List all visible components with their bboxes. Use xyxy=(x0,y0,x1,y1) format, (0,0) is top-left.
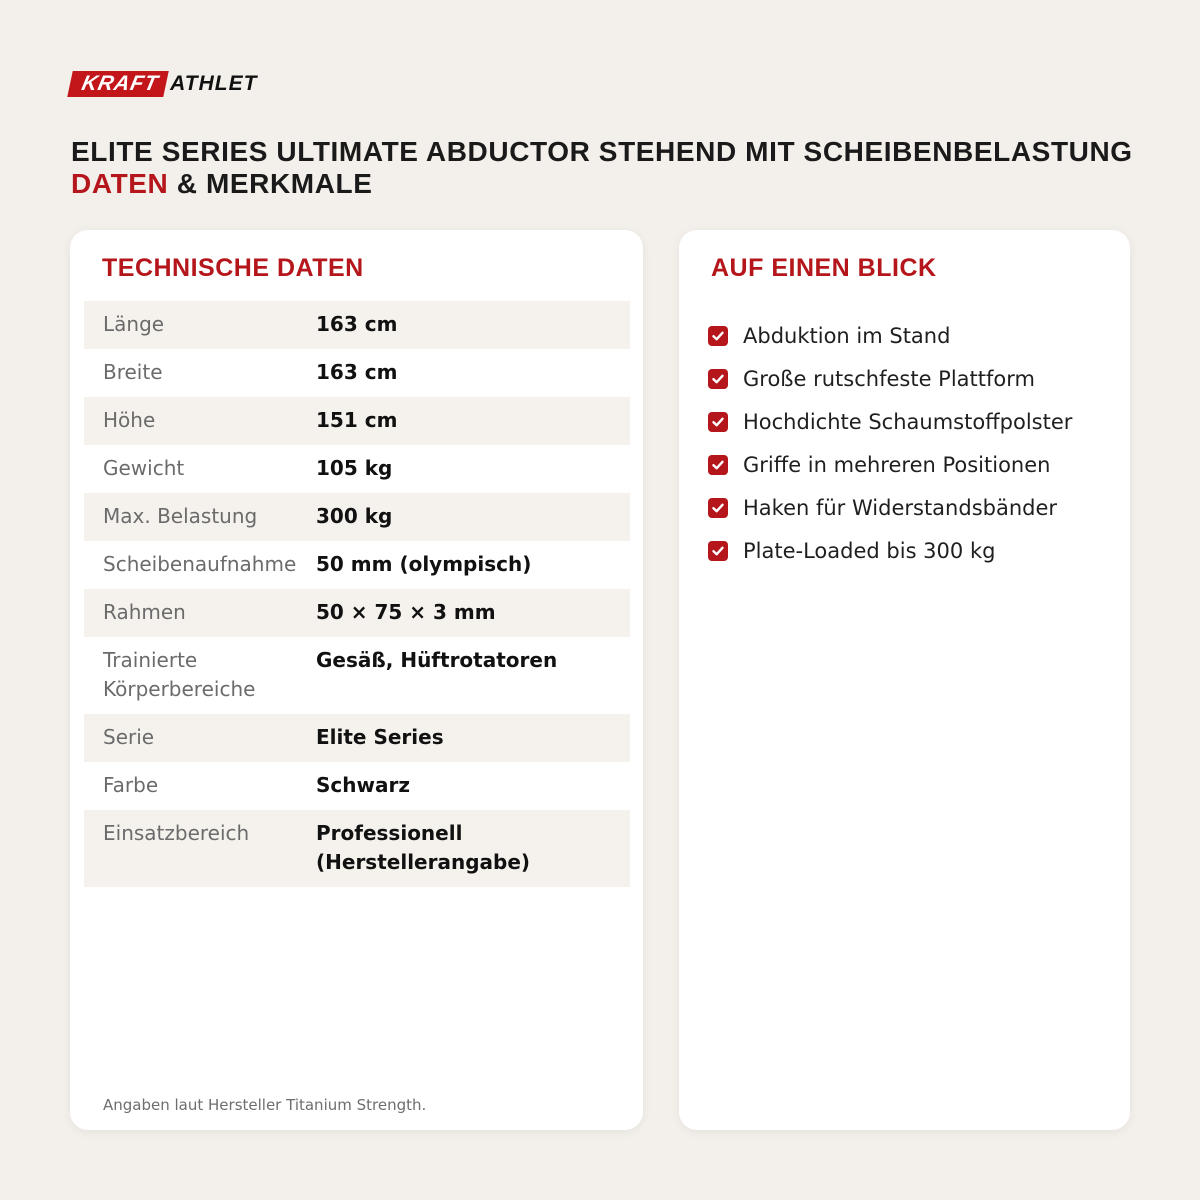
spec-label: Länge xyxy=(103,312,165,336)
page-title-rest: & MERKMALE xyxy=(168,168,373,199)
feature-item xyxy=(708,529,1072,572)
feature-label: Plate-Loaded bis 300 kg xyxy=(743,538,996,563)
spec-value: Elite Series xyxy=(316,725,444,749)
spec-value: 151 cm xyxy=(316,408,398,432)
overview-title: AUF EINEN BLICK xyxy=(711,254,937,282)
feature-item xyxy=(708,486,1072,529)
feature-label: Abduktion im Stand xyxy=(743,323,951,348)
spec-label: Serie xyxy=(103,725,155,749)
spec-label: Max. Belastung xyxy=(103,504,258,528)
spec-label: Höhe xyxy=(103,408,156,432)
spec-row xyxy=(84,810,630,887)
checkbox-checked-icon xyxy=(708,412,728,432)
checkbox-checked-icon xyxy=(708,326,728,346)
spec-label: Farbe xyxy=(103,773,159,797)
feature-label: Hochdichte Schaumstoffpolster xyxy=(743,409,1073,434)
spec-value: 50 × 75 × 3 mm xyxy=(316,600,496,624)
spec-value: 50 mm (olympisch) xyxy=(316,552,532,576)
feature-item xyxy=(708,314,1072,357)
specs-table xyxy=(84,301,630,887)
brand-logo xyxy=(70,70,257,98)
spec-value: Schwarz xyxy=(316,773,410,797)
spec-value: 105 kg xyxy=(316,456,393,480)
feature-item xyxy=(708,443,1072,486)
spec-row xyxy=(84,762,630,810)
checkbox-checked-icon xyxy=(708,455,728,475)
feature-label: Große rutschfeste Plattform xyxy=(743,366,1035,391)
feature-label: Griffe in mehreren Positionen xyxy=(743,452,1051,477)
page-title-accent: DATEN xyxy=(71,168,169,199)
feature-item xyxy=(708,357,1072,400)
spec-row xyxy=(84,445,630,493)
feature-item xyxy=(708,400,1072,443)
checkbox-checked-icon xyxy=(708,541,728,561)
spec-label: Breite xyxy=(103,360,163,384)
page-title xyxy=(71,136,1151,200)
brand-logo-kraft: KRAFT xyxy=(67,71,169,97)
spec-row xyxy=(84,349,630,397)
spec-value: 163 cm xyxy=(316,360,398,384)
spec-label: Scheibenaufnahme xyxy=(103,552,297,576)
checkbox-checked-icon xyxy=(708,369,728,389)
spec-value: 300 kg xyxy=(316,504,393,528)
spec-label: Gewicht xyxy=(103,456,185,480)
overview-card xyxy=(679,230,1130,1130)
feature-list xyxy=(708,314,1072,572)
spec-row xyxy=(84,589,630,637)
specs-card xyxy=(70,230,643,1130)
spec-label: Trainierte Körperbereiche xyxy=(103,648,256,701)
spec-value: 163 cm xyxy=(316,312,398,336)
spec-label: Rahmen xyxy=(103,600,186,624)
spec-value: Professionell (Herstellerangabe) xyxy=(316,821,531,874)
spec-row xyxy=(84,637,630,714)
spec-row xyxy=(84,714,630,762)
spec-row xyxy=(84,541,630,589)
spec-value: Gesäß, Hüftrotatoren xyxy=(316,648,558,672)
spec-row xyxy=(84,397,630,445)
brand-logo-athlet: ATHLET xyxy=(170,72,258,95)
specs-title: TECHNISCHE DATEN xyxy=(102,254,364,282)
page-title-line1: ELITE SERIES ULTIMATE ABDUCTOR STEHEND MIT SCHEIBENBELASTUNG xyxy=(71,136,1133,167)
specs-footnote: Angaben laut Hersteller Titanium Strength. xyxy=(103,1096,427,1114)
checkbox-checked-icon xyxy=(708,498,728,518)
spec-label: Einsatzbereich xyxy=(103,821,250,845)
spec-row xyxy=(84,493,630,541)
spec-row xyxy=(84,301,630,349)
feature-label: Haken für Widerstandsbänder xyxy=(743,495,1058,520)
